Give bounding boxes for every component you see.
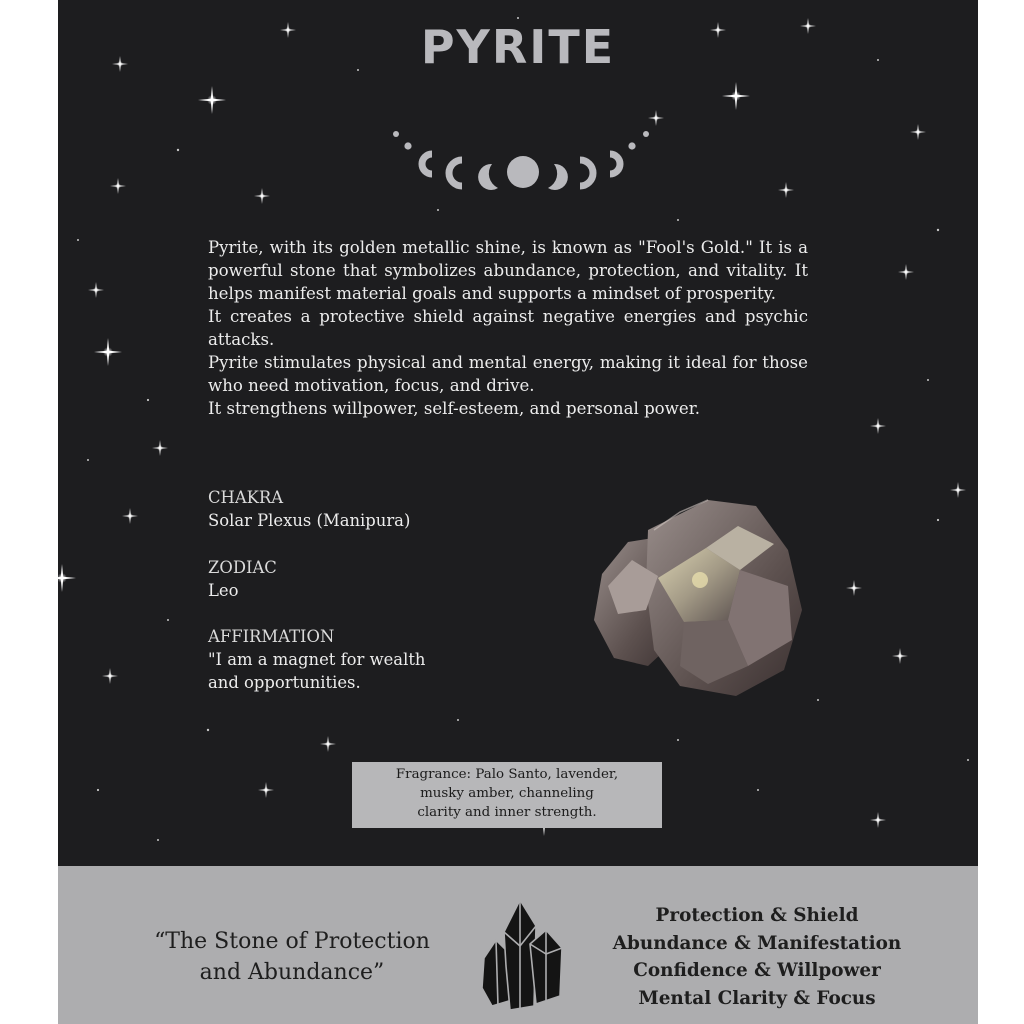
- bottom-banner: [58, 866, 978, 1024]
- benefit-item: Mental Clarity & Focus: [638, 987, 876, 1009]
- fragrance-line: clarity and inner strength.: [417, 805, 597, 820]
- fragrance-box: [352, 762, 662, 828]
- description-paragraph: It strengthens willpower, self-esteem, and personal power.: [208, 399, 701, 418]
- fragrance-line: musky amber, channeling: [420, 786, 594, 801]
- benefit-item: Confidence & Willpower: [633, 960, 881, 981]
- slogan: [88, 926, 496, 988]
- affirmation-label: AFFIRMATION: [208, 627, 335, 646]
- chakra-label: CHAKRA: [208, 488, 284, 507]
- crystal-cluster-icon: [476, 896, 566, 1016]
- affirmation-section: [208, 625, 425, 694]
- description-paragraph: It creates a protective shield against negative energies and psychic attacks.: [208, 307, 808, 349]
- moon-phases-icon: [388, 120, 658, 200]
- pyrite-stone-image: [588, 490, 808, 705]
- chakra-value: Solar Plexus (Manipura): [208, 511, 411, 530]
- stone-description: [208, 236, 808, 420]
- chakra-section: [208, 486, 410, 532]
- zodiac-value: Leo: [208, 581, 239, 600]
- zodiac-label: ZODIAC: [208, 558, 277, 577]
- benefit-item: Abundance & Manifestation: [612, 932, 902, 954]
- description-paragraph: Pyrite, with its golden metallic shine, is known as "Fool's Gold." It is a powerful stone that symbolizes abundance, protection, and vitality. It helps manifest material goals and supports a mindset of prosperity.: [208, 238, 808, 303]
- product-panel: [58, 0, 978, 866]
- benefits-list: [596, 902, 918, 1012]
- description-paragraph: Pyrite stimulates physical and mental energy, making it ideal for those who need motivation, focus, and drive.: [208, 353, 808, 395]
- affirmation-line: "I am a magnet for wealth: [208, 650, 426, 669]
- slogan-line: “The Stone of Protection: [154, 929, 430, 954]
- fragrance-line: Fragrance: Palo Santo, lavender,: [395, 767, 619, 782]
- product-title: PYRITE: [420, 20, 616, 74]
- benefit-item: Protection & Shield: [655, 905, 859, 926]
- zodiac-section: [208, 556, 277, 602]
- affirmation-line: and opportunities.: [208, 673, 361, 692]
- slogan-line: and Abundance”: [199, 960, 385, 985]
